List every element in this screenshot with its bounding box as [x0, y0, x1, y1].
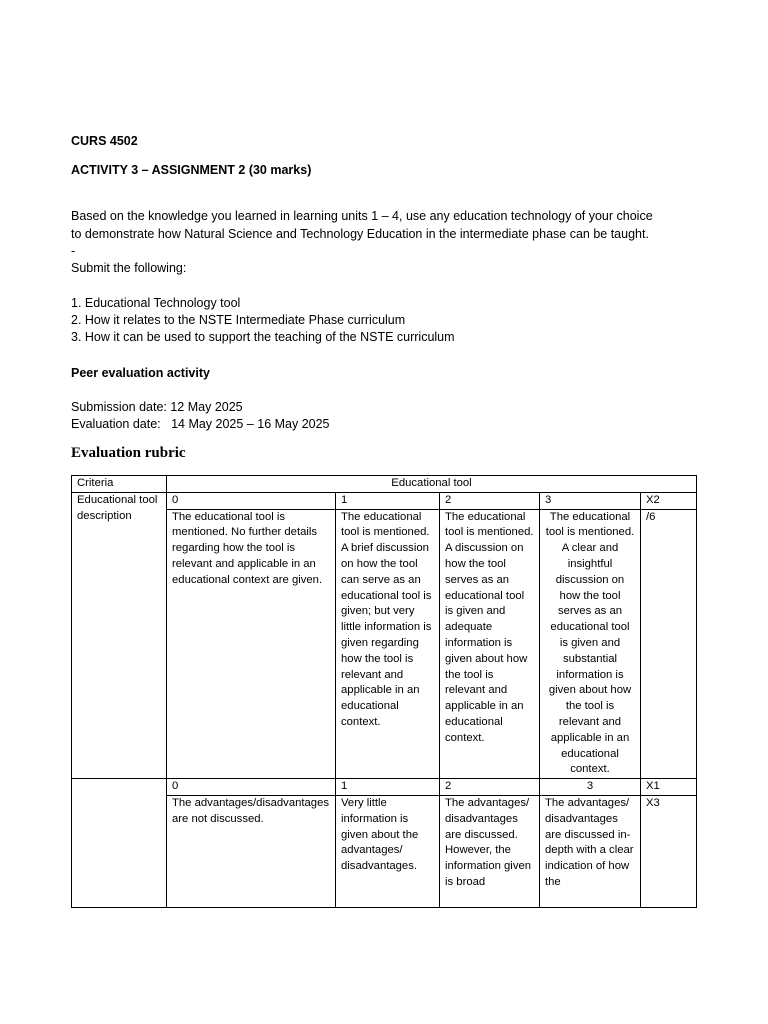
- score-1: 1: [336, 492, 440, 509]
- description-score-0: The advantages/disadvantages are not discussed.: [172, 796, 330, 825]
- evaluation-date: Evaluation date: 14 May 2025 – 16 May 2025: [71, 417, 330, 431]
- submit-item-1: 1. Educational Technology tool: [71, 296, 241, 310]
- description-score-1: Very little information is given about the advantages/ disadvantages.: [341, 796, 419, 873]
- description-score-1: The educational tool is mentioned. A brief discussion on how the tool can serve as an educational tool is given; but very little information is given regarding how the tool is relevant and applicable in an educational context.: [336, 509, 440, 779]
- header-educational-tool: Educational tool: [167, 476, 697, 493]
- description-score-3: The educational tool is mentioned. A clear and insightful discussion on how the tool serves as an educational tool is given and substantial information is given about how the tool is relevant and applicable in an educational context.: [540, 509, 641, 779]
- table-row: [72, 476, 697, 493]
- total-score: /6: [641, 509, 697, 779]
- intro-line-1: Based on the knowledge you learned in learning units 1 – 4, use any education technology of your choice: [71, 209, 653, 223]
- submit-item-2: 2. How it relates to the NSTE Intermediate Phase curriculum: [71, 313, 406, 327]
- criterion-tool-description: Educational tool description: [72, 492, 167, 778]
- score-2: 2: [440, 779, 540, 796]
- activity-title: ACTIVITY 3 – ASSIGNMENT 2 (30 marks): [71, 163, 312, 177]
- description-score-2: The educational tool is mentioned. A discussion on how the tool serves as an educational tool is given and adequate information is given about how the tool is relevant and applicable in an educational context.: [440, 509, 540, 779]
- header-criteria: Criteria: [72, 476, 167, 493]
- description-score-3: The advantages/ disadvantages are discussed in-depth with a clear indication of how the: [545, 796, 634, 888]
- advantages-cell-3: [540, 795, 641, 907]
- intro-dash: -: [71, 244, 76, 258]
- score-0: 0: [167, 492, 336, 509]
- weight-x2: X2: [641, 492, 697, 509]
- score-2: 2: [440, 492, 540, 509]
- table-row: [72, 779, 697, 796]
- advantages-cell-2: [440, 795, 540, 907]
- score-3: 3: [540, 492, 641, 509]
- score-3: 3: [540, 779, 641, 796]
- submit-item-3: 3. How it can be used to support the teaching of the NSTE curriculum: [71, 330, 455, 344]
- rubric-title: Evaluation rubric: [71, 445, 186, 461]
- intro-line-2: to demonstrate how Natural Science and Technology Education in the intermediate phase can be taught.: [71, 227, 649, 241]
- description-score-0: The educational tool is mentioned. No further details regarding how the tool is relevant and applicable in an educational context are given.: [167, 509, 336, 779]
- table-row: [72, 492, 697, 509]
- weight-x1: X1: [641, 779, 697, 796]
- course-code: CURS 4502: [71, 134, 138, 148]
- weight-x3: X3: [641, 795, 697, 907]
- submit-label: Submit the following:: [71, 261, 187, 275]
- criterion-empty: [72, 779, 167, 908]
- submission-date: Submission date: 12 May 2025: [71, 400, 243, 414]
- advantages-cell-0: [167, 795, 336, 907]
- advantages-cell-1: [336, 795, 440, 907]
- peer-evaluation-heading: Peer evaluation activity: [71, 366, 210, 380]
- description-score-2: The advantages/ disadvantages are discussed. However, the information given is broad: [445, 796, 532, 888]
- score-1: 1: [336, 779, 440, 796]
- evaluation-rubric-table: [71, 475, 697, 908]
- score-0: 0: [167, 779, 336, 796]
